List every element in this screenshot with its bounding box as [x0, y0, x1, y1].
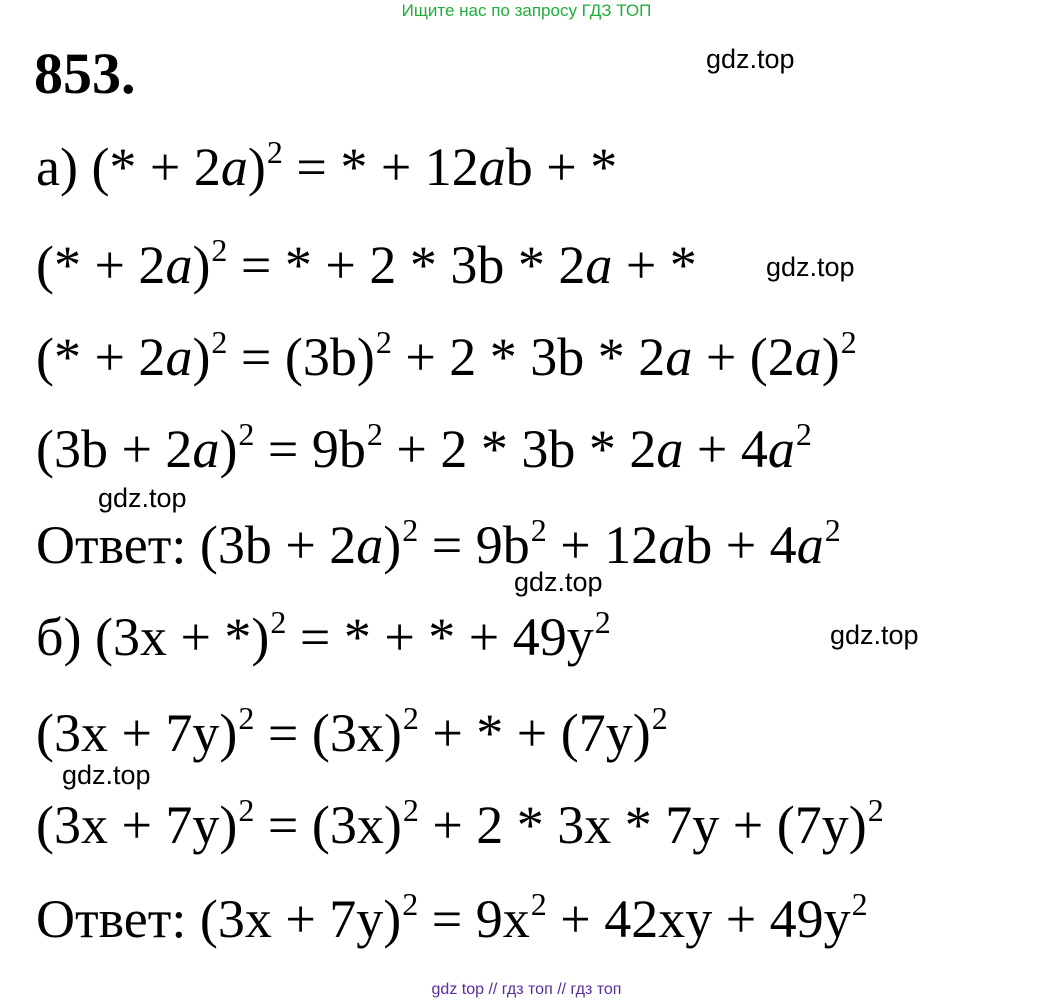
watermark: gdz.top — [830, 620, 919, 650]
equation-a-line3: (* + $2a)^2 = (3b)^2 + 2 * 3b * 2a + (2a)^2$ — [36, 324, 857, 387]
top-banner: Ищите нас по запросу ГДЗ ТОП — [401, 1, 652, 20]
watermark: gdz.top — [62, 760, 151, 790]
equation-b-line2: $(3x + 7y)^2 = (3x)^2$ + * + $(7y)^2$ — [36, 700, 668, 763]
problem-number: 853. — [34, 41, 136, 106]
equation-a-line2: (* + 2a)$^2$ = * + 2 * 3b * 2a + * — [36, 232, 697, 295]
equation-a-line4: $(3b + 2a)^2 = 9b^2 + 2 * 3b * 2a + 4a^2$ — [36, 416, 812, 479]
answer-a: Ответ: $(3b + 2a)^2 = 9b^2 + 12ab + 4a^2$ — [36, 512, 841, 575]
watermark: gdz.top — [98, 483, 187, 513]
watermark: gdz.top — [514, 567, 603, 597]
footer-watermark: gdz top // гдз топ // гдз топ — [431, 981, 622, 998]
watermark: gdz.top — [766, 252, 855, 282]
answer-b: Ответ: $(3x + 7y)^2 = 9x^2 + 42xy + 49y^2$ — [36, 886, 868, 949]
equation-b-line1: б) $(3x + *)^2$ = * + * + $49y^2$ — [36, 604, 611, 667]
watermark: gdz.top — [706, 44, 795, 74]
equation-a-line1: а) (* + 2a)$^2$ = * + 12ab + * — [36, 134, 618, 197]
equation-b-line3: $(3x + 7y)^2 = (3x)^2 + 2 * 3x * 7y + (7y)^2$ — [36, 792, 884, 855]
